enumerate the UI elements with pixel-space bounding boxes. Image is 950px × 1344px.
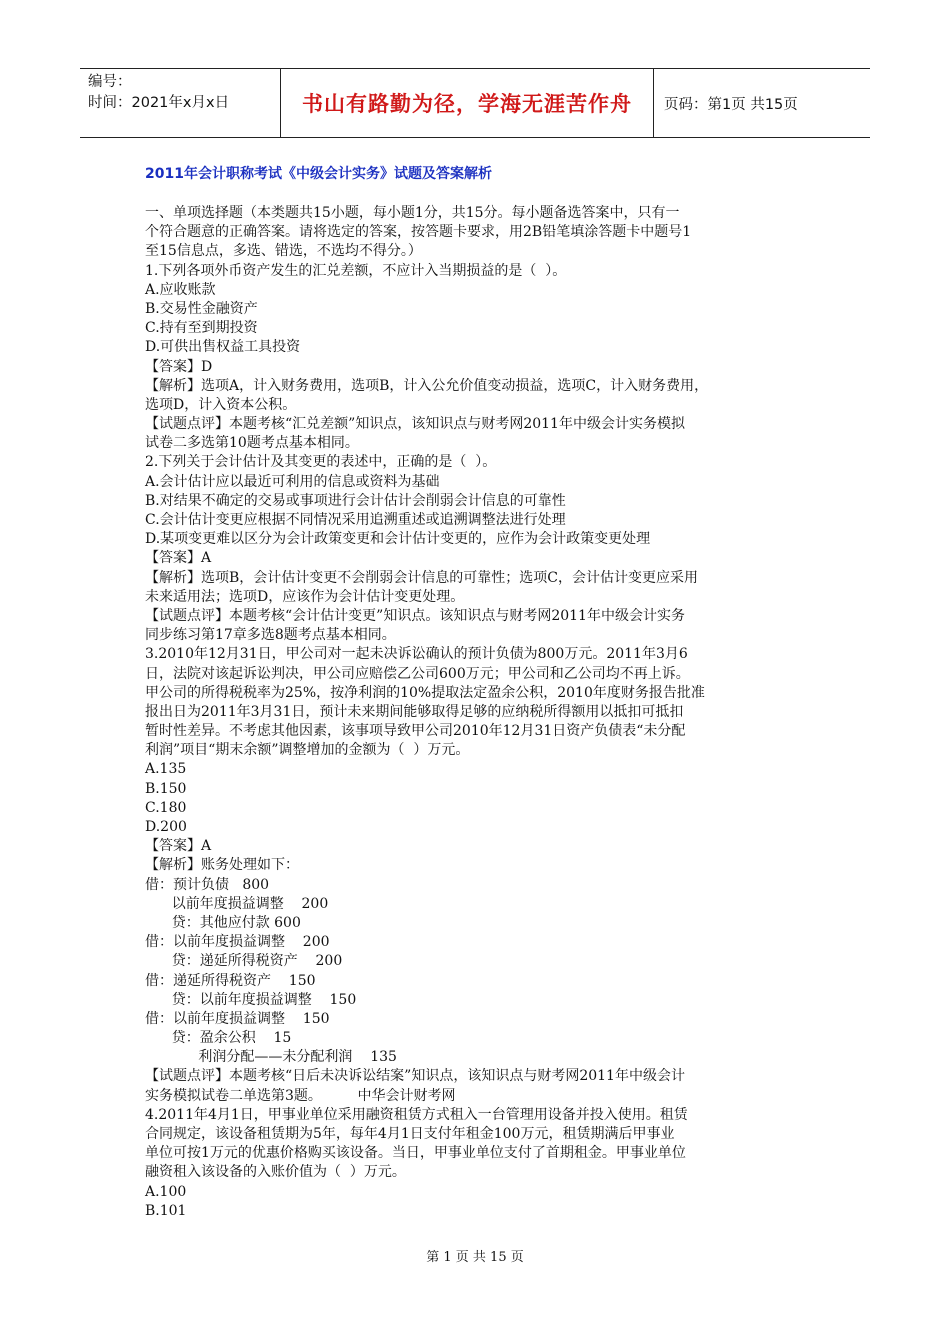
text-line: 3.2010年12月31日，甲公司对一起未决诉讼确认的预计负债为800万元。2011年3月6 (145, 646, 688, 663)
text-line: 【解析】选项A，计入财务费用，选项B，计入公允价值变动损益，选项C，计入财务费用， (145, 377, 709, 394)
number-label: 编号： (88, 74, 132, 90)
text-line: B.对结果不确定的交易或事项进行会计估计会削弱会计信息的可靠性 (145, 492, 566, 509)
text-line: C.180 (145, 799, 187, 816)
text-line: 1.下列各项外币资产发生的汇兑差额，不应计入当期损益的是（ ）。 (145, 262, 567, 279)
text-line: 贷：盈余公积 15 (145, 1030, 292, 1047)
text-line: 暂时性差异。不考虑其他因素，该事项导致甲公司2010年12月31日资产负债表“未分配 (145, 723, 686, 740)
text-line: A.135 (145, 761, 187, 778)
text-line: 借：递延所得税资产 150 (145, 972, 316, 989)
text-line: 以前年度损益调整 200 (145, 895, 329, 912)
text-line: 至15信息点，多选、错选，不选均不得分。） (145, 243, 422, 260)
text-line: 【解析】账务处理如下： (145, 857, 299, 874)
text-line: 借：预计负债 800 (145, 876, 270, 893)
text-line: 借：以前年度损益调整 150 (145, 1010, 330, 1027)
document-body (145, 204, 810, 1221)
text-line: 报出日为2011年3月31日，预计未来期间能够取得足够的应纳税所得额用以抵扣可抵扣 (145, 703, 684, 720)
text-line: A.100 (145, 1183, 187, 1200)
text-line: D.某项变更难以区分为会计政策变更和会计估计变更的，应作为会计政策变更处理 (145, 531, 651, 548)
text-line: 【答案】A (145, 838, 212, 855)
text-line: 【试题点评】本题考核“汇兑差额”知识点，该知识点与财考网2011年中级会计实务模拟 (145, 416, 685, 433)
header-page-info: 页码：第1页 共15页 (664, 96, 798, 113)
text-line: 选项D，计入资本公积。 (145, 396, 297, 413)
text-line: B.150 (145, 780, 187, 797)
text-line: 日，法院对该起诉讼判决，甲公司应赔偿乙公司600万元；甲公司和乙公司均不再上诉。 (145, 665, 690, 682)
text-line: 【解析】选项B，会计估计变更不会削弱会计信息的可靠性；选项C，会计估计变更应采用 (145, 569, 698, 586)
text-line: 甲公司的所得税税率为25%，按净利润的10%提取法定盈余公积，2010年度财务报告批准 (145, 684, 705, 701)
text-line: 合同规定，该设备租赁期为5年，每年4月1日支付年租金100万元，租赁期满后甲事业 (145, 1126, 675, 1142)
time-label: 时间：2021年x月x日 (88, 95, 230, 111)
text-line: B.101 (145, 1202, 187, 1219)
document-title: 2011年会计职称考试《中级会计实务》试题及答案解析 (145, 166, 492, 182)
text-line: 【试题点评】本题考核“日后未决诉讼结案”知识点，该知识点与财考网2011年中级会计 (145, 1068, 685, 1085)
text-line: B.交易性金融资产 (145, 300, 258, 317)
page-footer: 第 1 页 共 15 页 (426, 1250, 524, 1265)
text-line: D.200 (145, 819, 187, 835)
text-line: 融资租入该设备的入账价值为（ ）万元。 (145, 1164, 406, 1181)
header-meta (80, 69, 281, 137)
text-line: 单位可按1万元的优惠价格购买该设备。当日，甲事业单位支付了首期租金。甲事业单位 (145, 1145, 686, 1162)
text-line: 个符合题意的正确答案。请将选定的答案，按答题卡要求，用2B铅笔填涂答题卡中题号1 (145, 224, 692, 241)
page-header (80, 68, 870, 138)
text-line: 借：以前年度损益调整 200 (145, 934, 330, 951)
text-line: A.应收账款 (145, 281, 216, 298)
text-line: 利润分配——未分配利润 135 (145, 1049, 397, 1066)
text-line: 【试题点评】本题考核“会计估计变更”知识点。该知识点与财考网2011年中级会计实务 (145, 607, 685, 624)
text-line: C.持有至到期投资 (145, 320, 258, 337)
text-line: 一、单项选择题（本类题共15小题，每小题1分，共15分。每小题备选答案中，只有一 (145, 205, 680, 221)
header-motto: 书山有路勤为径，学海无涯苦作舟 (281, 69, 654, 137)
text-line: 贷：其他应付款 600 (145, 914, 301, 931)
text-line: 【答案】A (145, 550, 212, 567)
text-line: 2.下列关于会计估计及其变更的表述中，正确的是（ ）。 (145, 454, 497, 471)
text-line: 实务模拟试卷二单选第3题。 中华会计财考网 (145, 1087, 456, 1104)
text-line: D.可供出售权益工具投资 (145, 339, 301, 356)
text-line: 4.2011年4月1日，甲事业单位采用融资租赁方式租入一台管理用设备并投入使用。租赁 (145, 1106, 688, 1123)
text-line: 贷：以前年度损益调整 150 (145, 991, 357, 1008)
text-line: A.会计估计应以最近可利用的信息或资料为基础 (145, 473, 440, 490)
text-line: 贷：递延所得税资产 200 (145, 953, 343, 970)
text-line: 同步练习第17章多选8题考点基本相同。 (145, 627, 396, 644)
text-line: 未来适用法；选项D，应该作为会计估计变更处理。 (145, 588, 465, 605)
text-line: 利润”项目“期末余额”调整增加的金额为（ ）万元。 (145, 742, 470, 759)
text-line: 试卷二多选第10题考点基本相同。 (145, 435, 359, 452)
text-line: 【答案】D (145, 358, 213, 375)
text-line: C.会计估计变更应根据不同情况采用追溯重述或追溯调整法进行处理 (145, 512, 566, 528)
